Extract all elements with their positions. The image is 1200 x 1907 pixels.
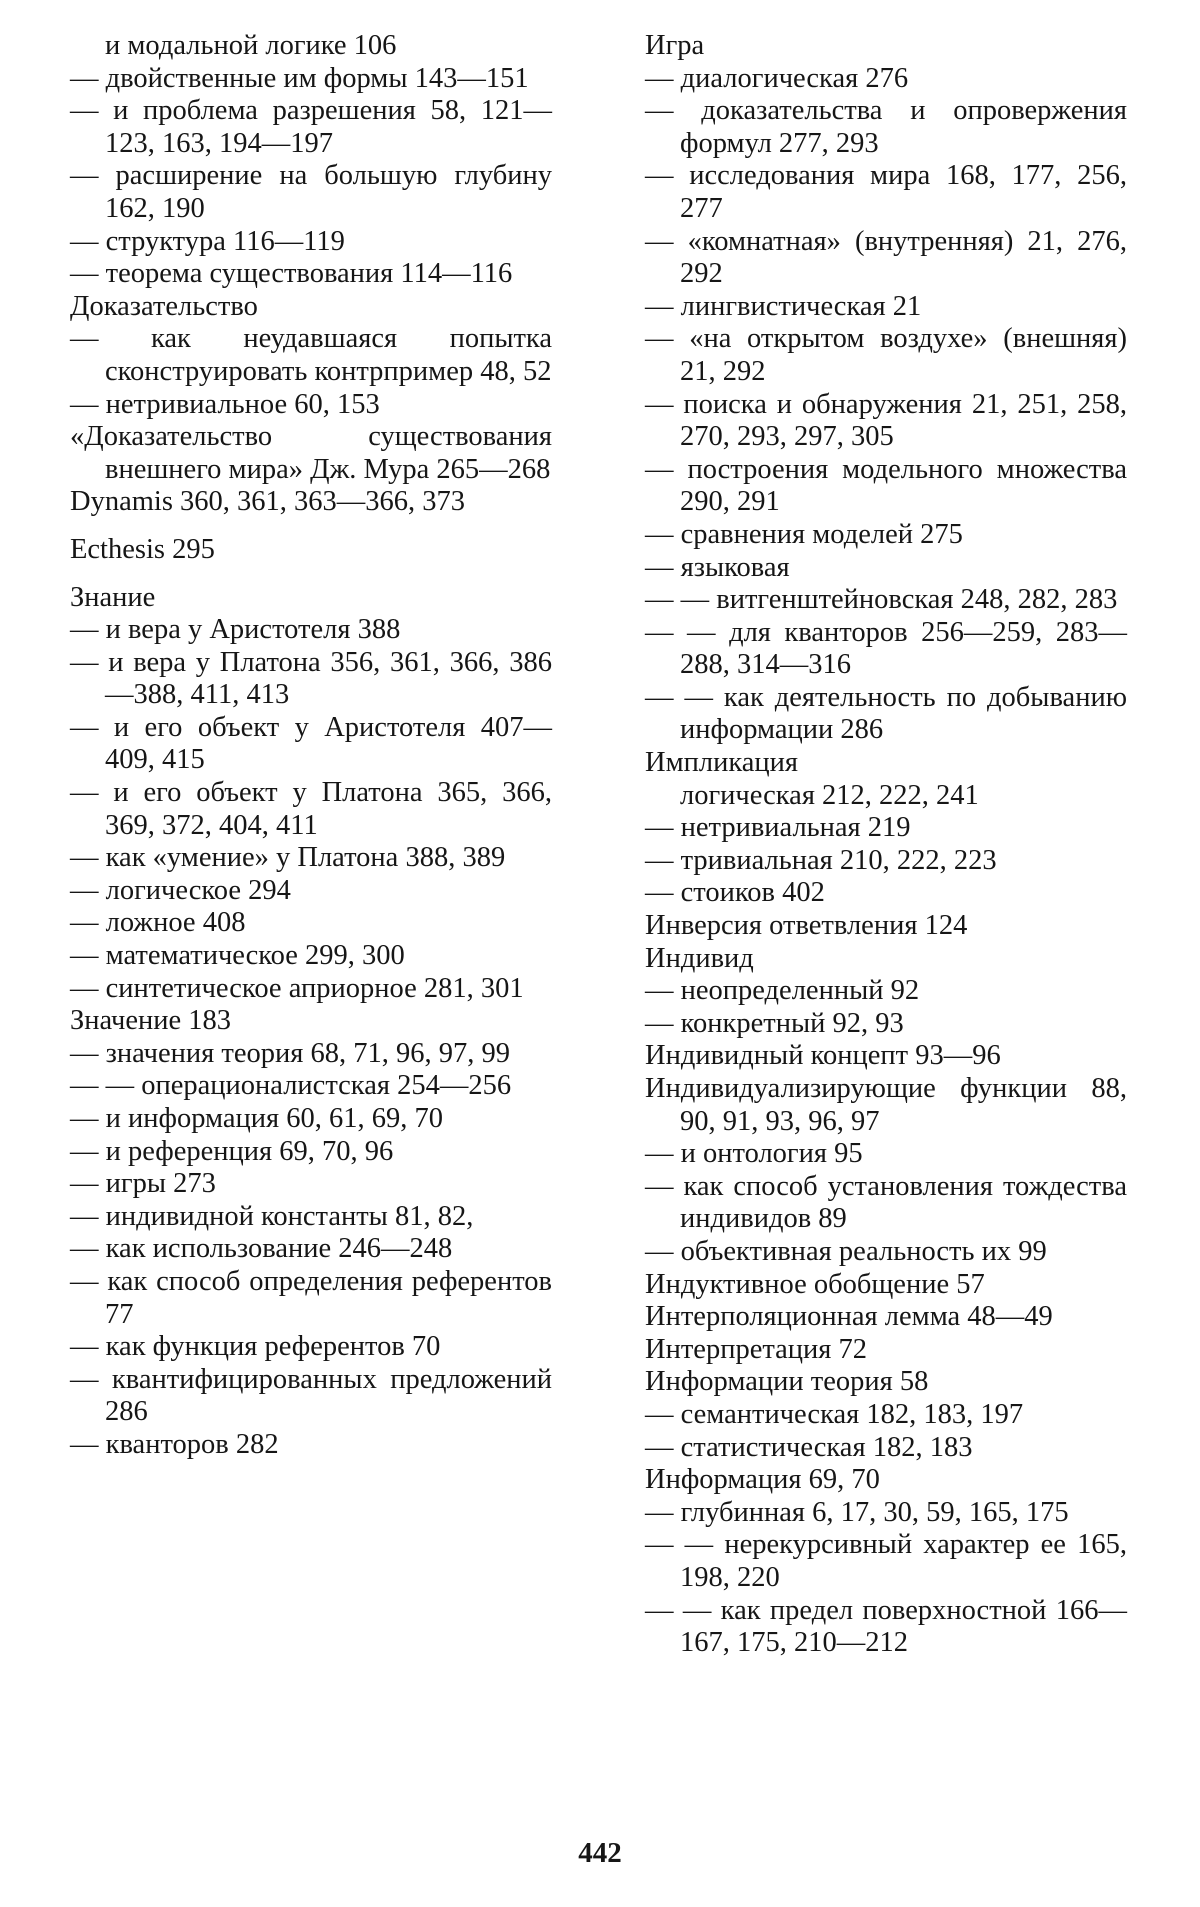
- index-entry: — синтетическое априорное 281, 301: [70, 972, 524, 1004]
- index-entry: — — витгенштейновская 248, 282, 283: [645, 584, 1118, 616]
- index-entry: Доказательство: [70, 290, 258, 322]
- index-entry: Индивид: [645, 942, 754, 974]
- index-entry: — и референция 69, 70, 96: [70, 1135, 394, 1167]
- index-entry: Инверсия ответвления 124: [645, 910, 968, 942]
- index-entry: — исследования мира 168, 177, 256, 277: [645, 160, 1127, 224]
- index-entry: — математическое 299, 300: [70, 940, 405, 972]
- index-entry: — как использование 246—248: [70, 1233, 453, 1265]
- index-entry: — и информация 60, 61, 69, 70: [70, 1103, 444, 1134]
- index-entry: — кванторов 282: [70, 1428, 279, 1460]
- index-entry: Значение 183: [70, 1005, 232, 1037]
- index-entry: Ecthesis 295: [70, 533, 215, 565]
- index-column-right: [645, 30, 1127, 1660]
- index-entry: — конкретный 92, 93: [645, 1007, 904, 1039]
- index-entry: — как неудавшаяся попытка сконструировать контрпример 48, 52: [70, 323, 552, 387]
- index-entry: — как функция референтов 70: [70, 1331, 441, 1363]
- index-entry: Интерпретация 72: [645, 1333, 868, 1365]
- index-entry: — — операционалистская 254—256: [70, 1070, 512, 1102]
- index-entry: — ложное 408: [70, 907, 246, 939]
- index-entry: — квантифицированных предложений 286: [70, 1363, 552, 1428]
- index-entry: Информация 69, 70: [645, 1464, 880, 1496]
- index-entry: — и вера у Аристотеля 388: [70, 614, 401, 646]
- index-entry: — семантическая 182, 183, 197: [645, 1398, 1024, 1430]
- index-entry: и модальной логике 106: [105, 30, 397, 61]
- index-entry: — — для кванторов 256—259, 283—288, 314—316: [645, 616, 1127, 681]
- index-entry: Импликация: [645, 747, 799, 779]
- index-entry: — и его объект у Аристотеля 407—409, 415: [70, 711, 552, 776]
- index-entry: Игра: [645, 30, 705, 61]
- index-entry: — логическое 294: [70, 874, 291, 906]
- index-entry: — расширение на большую глубину 162, 190: [70, 160, 552, 224]
- index-entry: — стоиков 402: [645, 877, 825, 909]
- index-entry: Знание: [70, 581, 156, 613]
- index-entry: «Доказательство существования внешнего мира» Дж. Мура 265—268: [70, 421, 552, 485]
- index-entry: — и вера у Платона 356, 361, 366, 386—388, 411, 413: [70, 646, 552, 711]
- page-number: 442: [578, 1837, 622, 1869]
- index-entry: — глубинная 6, 17, 30, 59, 165, 175: [645, 1496, 1069, 1528]
- index-entry: — двойственные им формы 143—151: [70, 62, 529, 94]
- index-entry: — и онтология 95: [645, 1138, 863, 1170]
- index-entry: — как способ установления тождества индивидов 89: [645, 1170, 1127, 1235]
- index-entry: — построения модельного множества 290, 291: [645, 453, 1127, 518]
- index-entry: — сравнения моделей 275: [645, 518, 963, 550]
- index-entry: — «на открытом воздухе» (внешняя) 21, 292: [645, 323, 1127, 387]
- index-entry: — статистическая 182, 183: [645, 1431, 973, 1463]
- index-entry: — доказательства и опровержения формул 277, 293: [645, 95, 1127, 159]
- index-entry: Индивидуализирующие функции 88, 90, 91, 93, 96, 97: [645, 1073, 1127, 1137]
- index-entry: — — как деятельность по добыванию информации 286: [645, 681, 1127, 746]
- index-entry: — лингвистическая 21: [645, 290, 922, 322]
- index-entry: — и его объект у Платона 365, 366, 369, 372, 404, 411: [70, 777, 552, 841]
- index-entry: — значения теория 68, 71, 96, 97, 99: [70, 1037, 510, 1069]
- index-entry: логическая 212, 222, 241: [680, 779, 979, 811]
- index-entry: — неопределенный 92: [645, 975, 920, 1007]
- index-entry: — структура 116—119: [70, 225, 345, 257]
- index-entry: — как «умение» у Платона 388, 389: [70, 842, 506, 874]
- index-entry: — «комнатная» (внутренняя) 21, 276, 292: [645, 225, 1127, 290]
- index-entry: — диалогическая 276: [645, 62, 909, 94]
- index-entry: Информации теория 58: [645, 1366, 929, 1398]
- index-entry: — — нерекурсивный характер ее 165, 198, 220: [645, 1529, 1127, 1593]
- index-entry: — тривиальная 210, 222, 223: [645, 844, 997, 876]
- index-entry: Индуктивное обобщение 57: [645, 1268, 985, 1300]
- index-entry: — объективная реальность их 99: [645, 1235, 1047, 1267]
- index-entry: — нетривиальная 219: [645, 812, 911, 844]
- index-entry: Интерполяционная лемма 48—49: [645, 1301, 1053, 1333]
- index-entry: — — как предел поверхностной 166—167, 175, 210—212: [645, 1594, 1127, 1659]
- index-entry: — индивидной константы 81, 82,: [70, 1200, 474, 1232]
- index-entry: — как способ определения референтов 77: [70, 1265, 552, 1330]
- index-entry: — языковая: [645, 551, 790, 583]
- index-entry: Индивидный концепт 93—96: [645, 1040, 1001, 1072]
- index-column-left: [70, 30, 552, 1462]
- index-entry: — нетривиальное 60, 153: [70, 388, 380, 420]
- index-entry: Dynamis 360, 361, 363—366, 373: [70, 486, 466, 518]
- index-entry: — теорема существования 114—116: [70, 258, 513, 290]
- index-entry: — поиска и обнаружения 21, 251, 258, 270, 293, 297, 305: [645, 388, 1127, 453]
- index-entry: — и проблема разрешения 58, 121—123, 163, 194—197: [70, 95, 552, 159]
- index-entry: — игры 273: [70, 1168, 216, 1200]
